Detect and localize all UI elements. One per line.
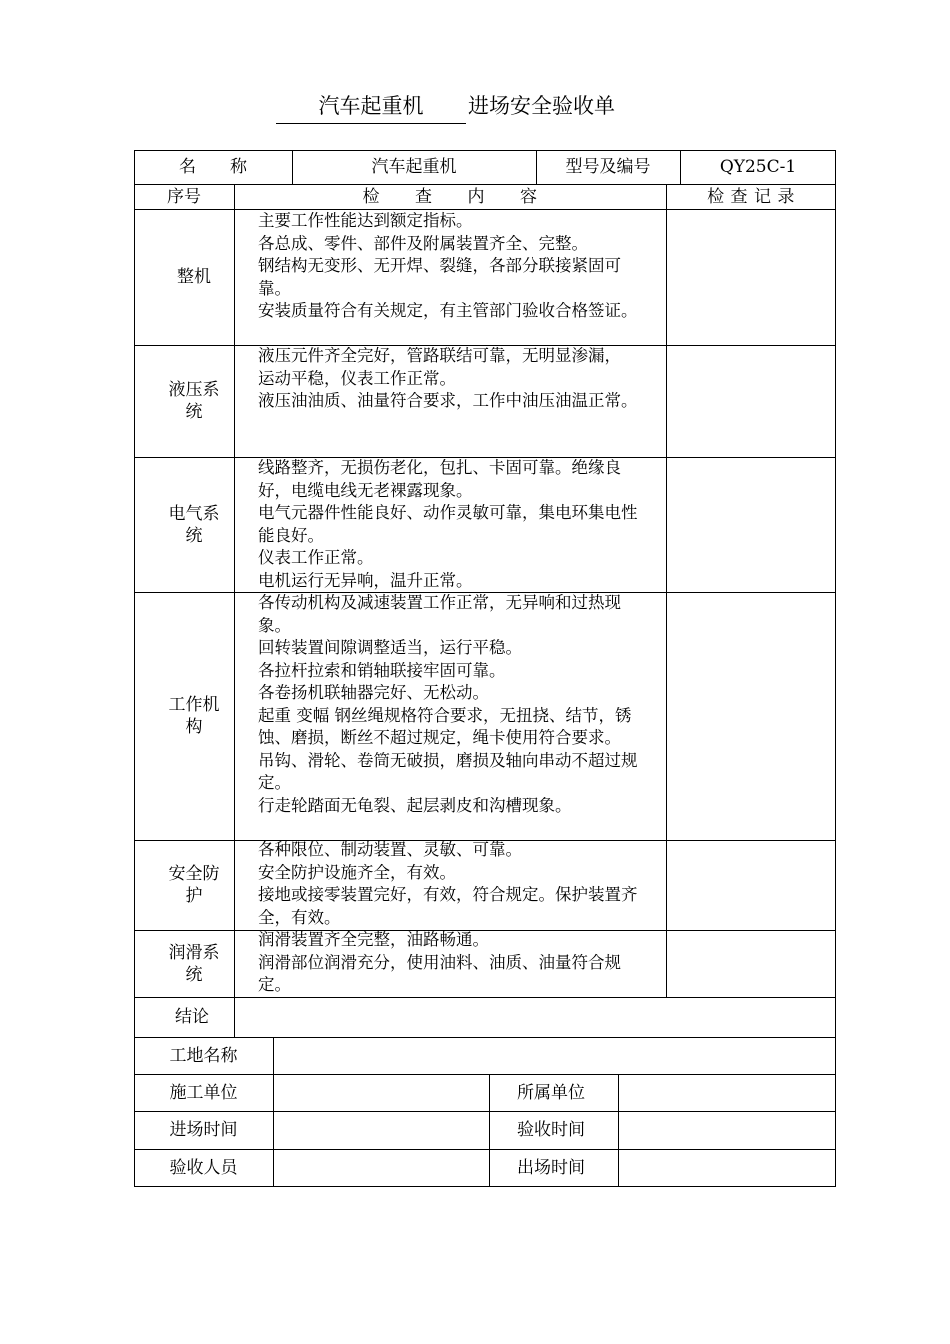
acceptance-time-field[interactable] — [619, 1112, 835, 1148]
check-item: 回转装置间隙调整适当，运行平稳。 — [258, 638, 522, 657]
name-value: 汽车起重机 — [371, 157, 457, 177]
check-item: 润滑装置齐全完整，油路畅通。 — [258, 930, 489, 949]
title-equipment: 汽车起重机 — [276, 90, 466, 124]
section-content-working-mechanism — [258, 592, 653, 817]
check-item: 安全防护设施齐全，有效。 — [258, 862, 456, 882]
exit-time-field[interactable] — [619, 1150, 835, 1186]
check-item: 电气元器件性能良好、动作灵敏可靠，集电环集电性能良好。 — [258, 503, 638, 545]
owner-unit-field[interactable] — [619, 1075, 835, 1110]
entry-time-field[interactable] — [274, 1112, 488, 1148]
check-item: 各传动机构及减速装置工作正常，无异响和过热现象。 — [258, 593, 621, 635]
section-label: 电气系统 — [168, 503, 220, 546]
record-cell[interactable] — [667, 210, 835, 344]
inspector-label: 验收人员 — [169, 1158, 238, 1178]
record-cell[interactable] — [667, 931, 835, 996]
check-item: 起重 变幅 钢丝绳规格符合要求，无扭挠、结节，锈蚀、磨损，断丝不超过规定，绳卡使用符合要求。 — [258, 705, 632, 747]
entry-time-label: 进场时间 — [169, 1120, 238, 1140]
check-item: 各种限位、制动装置、灵敏、可靠。 — [258, 840, 522, 859]
record-cell[interactable] — [667, 841, 835, 929]
section-content-safety — [258, 839, 653, 929]
conclusion-label: 结论 — [175, 1007, 209, 1027]
check-item: 钢结构无变形、无开焊、裂缝，各部分联接紧固可靠。 — [258, 256, 621, 298]
section-label: 工作机构 — [168, 695, 220, 737]
record-cell[interactable] — [667, 593, 835, 839]
construction-unit-label: 施工单位 — [169, 1082, 238, 1103]
check-item: 电机运行无异响，温升正常。 — [258, 570, 473, 590]
document-title — [0, 90, 950, 124]
acceptance-time-label: 验收时间 — [517, 1120, 585, 1140]
site-name-field[interactable] — [274, 1038, 835, 1073]
section-label: 整机 — [177, 267, 211, 287]
check-item: 线路整齐，无损伤老化，包扎、卡固可靠。绝缘良好，电缆电线无老裸露现象。 — [258, 458, 621, 500]
check-item: 各拉杆拉索和销轴联接牢固可靠。 — [258, 660, 506, 680]
check-item: 液压油油质、油量符合要求，工作中油压油温正常。 — [258, 391, 638, 410]
model-label: 型号及编号 — [565, 157, 651, 177]
section-label: 安全防护 — [168, 864, 220, 906]
column-record: 检 查 记 录 — [707, 186, 795, 207]
owner-unit-label: 所属单位 — [517, 1082, 585, 1103]
title-suffix: 进场安全验收单 — [468, 94, 615, 118]
model-value: QY25C-1 — [719, 157, 797, 177]
section-content-complete-machine — [258, 210, 653, 323]
check-item: 各卷扬机联轴器完好、无松动。 — [258, 683, 489, 702]
check-item: 接地或接零装置完好，有效，符合规定。保护装置齐全，有效。 — [258, 885, 638, 927]
section-label: 液压系统 — [168, 380, 220, 422]
record-cell[interactable] — [667, 346, 835, 456]
site-name-label: 工地名称 — [169, 1045, 238, 1066]
check-item: 各总成、零件、部件及附属装置齐全、完整。 — [258, 233, 588, 253]
check-item: 液压元件齐全完好，管路联结可靠，无明显渗漏， — [258, 346, 621, 365]
check-item: 运动平稳，仪表工作正常。 — [258, 368, 456, 388]
check-item: 吊钩、滑轮、卷筒无破损，磨损及轴向串动不超过规定。 — [258, 750, 638, 792]
check-item: 仪表工作正常。 — [258, 548, 374, 567]
check-item: 安装质量符合有关规定，有主管部门验收合格签证。 — [258, 301, 638, 320]
section-content-electrical — [258, 457, 653, 592]
exit-time-label: 出场时间 — [517, 1158, 585, 1178]
section-content-hydraulic — [258, 345, 653, 413]
check-item: 主要工作性能达到额定指标。 — [258, 211, 473, 230]
column-content: 检 查 内 容 — [362, 186, 538, 207]
conclusion-field[interactable] — [235, 998, 835, 1036]
check-item: 润滑部位润滑充分，使用油料、油质、油量符合规定。 — [258, 952, 621, 994]
section-content-lubrication — [258, 929, 653, 997]
check-item: 行走轮踏面无龟裂、起层剥皮和沟槽现象。 — [258, 795, 572, 815]
inspector-field[interactable] — [274, 1150, 488, 1186]
section-label: 润滑系统 — [168, 942, 220, 985]
column-index: 序号 — [167, 186, 201, 207]
construction-unit-field[interactable] — [274, 1075, 488, 1110]
name-label: 名 称 — [179, 157, 247, 177]
record-cell[interactable] — [667, 458, 835, 591]
